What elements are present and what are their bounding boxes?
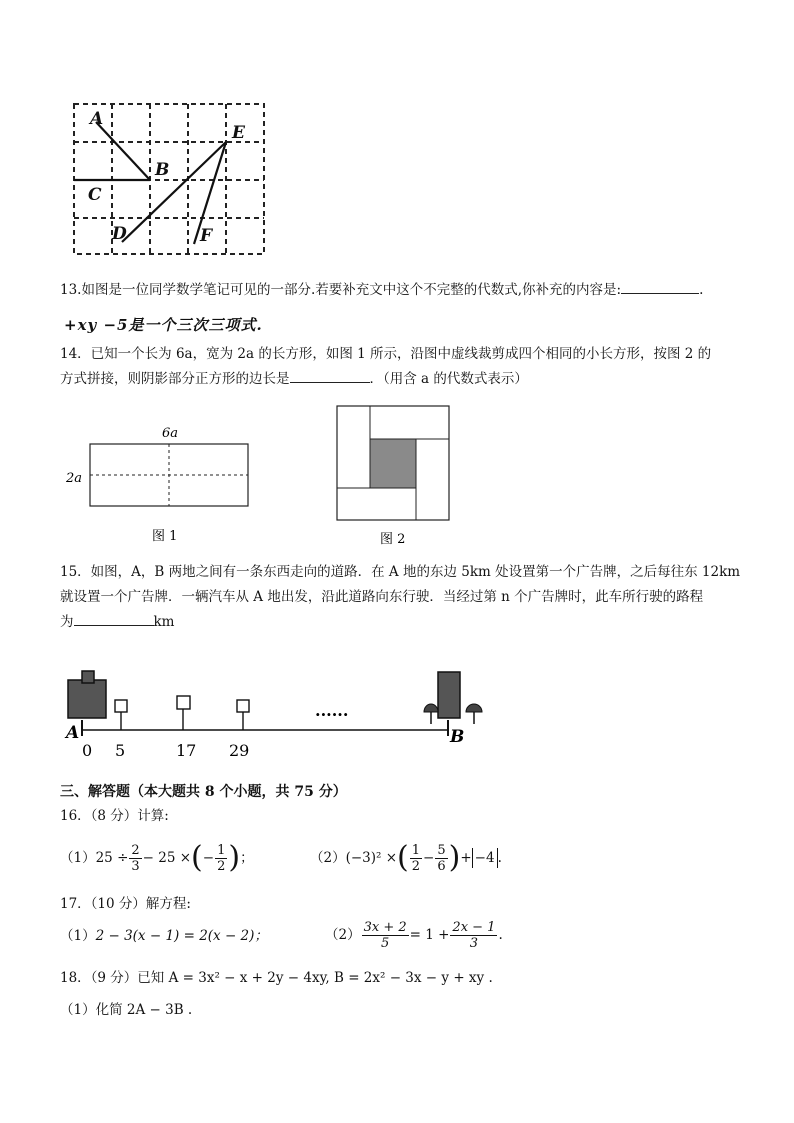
q13-line [60, 279, 703, 300]
q17-part1: （1）2 − 3(x − 1) = 2(x − 2)； [60, 928, 268, 944]
billboard-icon [177, 696, 190, 709]
q13-answer-blank[interactable] [621, 279, 699, 294]
building-b-icon [438, 672, 460, 718]
road-figure [60, 664, 500, 764]
q14-answer-blank[interactable] [290, 368, 370, 383]
label-d: D [112, 224, 127, 244]
road-label-b: B [450, 727, 465, 747]
q15-line3a: 为 [60, 614, 74, 630]
grid-figure [60, 96, 280, 266]
q16-part2: （2） (−3)² × ( $\frac{1}{2}$ − $\frac{5}{6}$ ) + −4 . [310, 840, 502, 875]
road-ellipsis: ...... [315, 701, 349, 720]
section3-title: 三、解答题（本大题共 8 个小题，共 75 分） [60, 784, 347, 800]
tick-0: 0 [82, 741, 93, 760]
q13-end: . [699, 282, 704, 298]
label-a: A [90, 109, 104, 129]
billboard-icon [115, 700, 127, 712]
q14-line2a: 方式拼接，则阴影部分正方形的边长是 [60, 371, 290, 387]
q15-answer-blank[interactable] [74, 611, 154, 626]
label-b: B [155, 160, 170, 180]
segment-ab [96, 122, 150, 180]
q16-head: 16．（8 分）计算: [60, 808, 169, 824]
figure-2 [330, 402, 460, 550]
billboard-icon [237, 700, 249, 712]
q18-part1: （1）化简 2A − 3B . [60, 1002, 193, 1018]
q17-part2: （2） $\frac{3x + 2}{5}$ = 1 + $\frac{2x - 1}{3}$ . [325, 919, 503, 951]
tree-icon [424, 704, 438, 712]
tick-29: 29 [229, 741, 250, 760]
q18-head: 18．（9 分）已知 A = 3x² − x + 2y − 4xy, B = 2x² − 3x − y + xy . [60, 970, 493, 986]
fig1-caption: 图 1 [152, 529, 178, 544]
q14-line2 [60, 368, 528, 389]
tick-17: 17 [176, 741, 197, 760]
q14-line1: 14．已知一个长为 6a，宽为 2a 的长方形，如图 1 所示，沿图中虚线裁剪成四个相同的小长方形，按图 2 的 [60, 346, 712, 362]
tick-5: 5 [115, 741, 126, 760]
q15-unit: km [153, 614, 175, 630]
fig1-left-label: 2a [66, 471, 83, 486]
label-c: C [88, 185, 102, 205]
tree-icon [466, 704, 482, 712]
label-f: F [200, 226, 213, 246]
q14-line2b: ．（用含 a 的代数式表示） [369, 371, 528, 387]
q17-head: 17．（10 分）解方程: [60, 896, 191, 912]
q15-line2: 就设置一个广告牌．一辆汽车从 A 地出发，沿此道路向东行驶．当经过第 n 个广告牌时，此车所行驶的路程 [60, 589, 704, 605]
q15-line3 [60, 611, 174, 632]
q13-text: 13.如图是一位同学数学笔记可见的一部分.若要补充文中这个不完整的代数式,你补充的内容是: [60, 282, 622, 298]
road-label-a: A [66, 723, 80, 743]
q13-note: +xy −5是一个三次三项式. [64, 316, 263, 334]
building-a-icon [68, 680, 106, 718]
shaded-square [370, 439, 416, 488]
q15-line1: 15．如图，A，B 两地之间有一条东西走向的道路．在 A 地的东边 5km 处设置第一个广告牌，之后每往东 12km [60, 564, 741, 580]
label-e: E [232, 123, 245, 143]
fig2-caption: 图 2 [380, 532, 406, 547]
q16-part1: （1） 25 ÷ $\frac{2}{3}$ − 25 × ( − $\frac{1}{2}$ ) ； [60, 840, 254, 875]
figure-1 [60, 420, 260, 550]
fig1-top-label: 6a [162, 426, 179, 441]
